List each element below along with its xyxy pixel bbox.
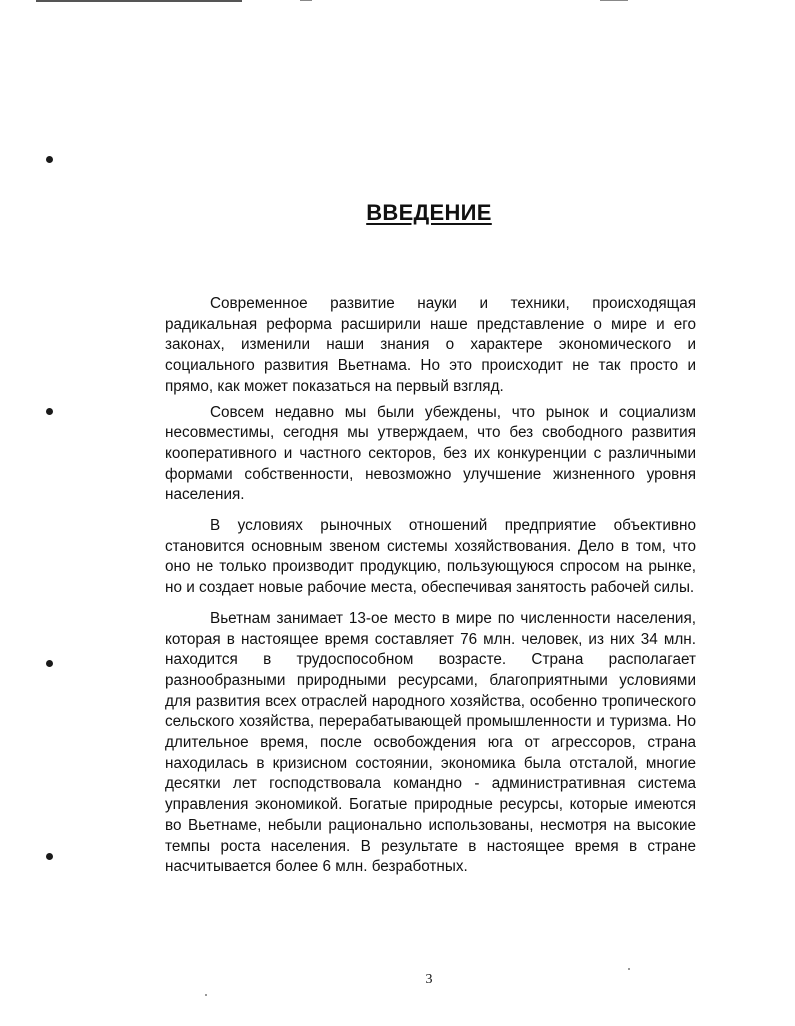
page-number: 3 (425, 972, 433, 987)
paragraph: Совсем недавно мы были убеждены, что рынок и социализм несовместимы, сегодня мы утверждаем, что без свободного развития кооперативного и частного секторов, без их конкуренции с различными формами собственности, невозможно улучшение жизненного уровня населения. (165, 403, 696, 504)
body-text (165, 294, 696, 884)
scan-speck (628, 968, 630, 970)
scan-edge-mark (36, 0, 242, 2)
scan-speck (205, 994, 207, 996)
paragraph: Современное развитие науки и техники, происходящая радикальная реформа расширили наше представление о мире и его законах, изменили наши знания о характере экономического и социального развития Вьетнама. Но это происходит не так просто и прямо, как может показаться на первый взгляд. (165, 295, 696, 395)
scan-edge-mark (300, 0, 312, 1)
page-title: ВВЕДЕНИЕ (366, 200, 492, 225)
scan-edge-mark (600, 0, 628, 1)
binder-hole-mark (46, 408, 53, 415)
paragraph: Вьетнам занимает 13-ое место в мире по численности населения, которая в настоящее время составляет 76 млн. человек, из них 34 млн. находится в трудоспособном возрасте. Страна располагает разнообразными природными ресурсами, благоприятными условиями для развития всех отраслей народного хозяйства, особенно тропического сельского хозяйства, перерабатывающей промышленности и туризма. Но длительное время, после освобождения юга от агрессоров, страна находилась в кризисном состоянии, экономика была отсталой, многие десятки лет господствовала командно - административная система управления экономикой. Богатые природные ресурсы, которые имеются во Вьетнаме, небыли рационально использованы, несмотря на высокие темпы роста населения. В результате в настоящее время в стране насчитывается более 6 млн. безработных. (165, 609, 696, 876)
binder-hole-mark (46, 660, 53, 667)
paragraph: В условиях рыночных отношений предприятие объективно становится основным звеном системы хозяйствования. Дело в том, что оно не только производит продукцию, пользующуюся спросом на рынке, но и создает новые рабочие места, обеспечивая занятость рабочей силы. (165, 517, 696, 597)
binder-hole-mark (46, 156, 53, 163)
binder-hole-mark (46, 853, 53, 860)
